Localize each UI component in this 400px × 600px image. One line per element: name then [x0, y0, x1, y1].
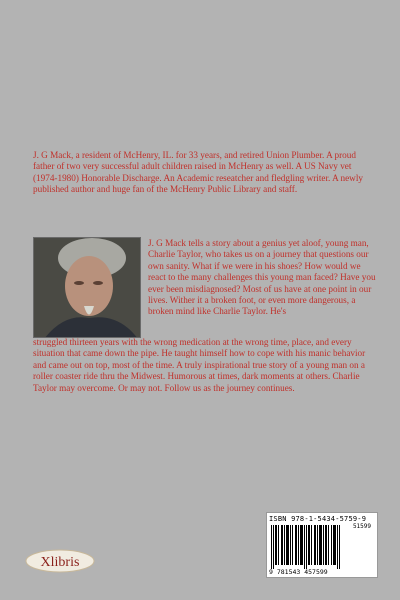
isbn-label: ISBN 978-1-5434-5759-9	[269, 515, 367, 523]
publisher-name: Xlibris	[40, 555, 80, 570]
barcode-number: 9 781543 457599	[269, 568, 328, 576]
book-blurb-top: J. G Mack tells a story about a genius yet aloof, young man, Charlie Taylor, who takes us on a journey that questions our own sanity. What if we were in his shoes? How would we react to the many challenges this young man faced? Have you ever been misdiagnosed? Most of us have at one point in our lives. Wither it a broken foot, or even more dangerous, a broken mind like Charlie Taylor. He's	[148, 238, 376, 317]
xlibris-logo	[24, 548, 96, 574]
author-photo	[33, 237, 141, 338]
author-bio: J. G Mack, a resident of McHenry, IL. for 33 years, and retired Union Plumber. A proud father of two very successful adult children raised in McHenry as well. A US Navy vet (1974-1980) Honorable Discharge. An Academic reseatcher and fledgling writer. A newly published author and huge fan of the McHenry Public Library and staff.	[33, 150, 363, 195]
isbn-barcode	[266, 512, 378, 578]
price-code: 51599	[352, 523, 371, 530]
barcode-icon	[271, 525, 343, 569]
book-blurb-bottom: struggled thirteen years with the wrong medication at the wrong time, place, and every situation that came down the pipe. He taught himself how to cope with his manic behavior and came out on top, most of the time. A truly inspirational true story of a young man on a roller coaster ride thru the Midwest. Humorous at times, dark moments at others. Charlie Taylor may overcome. Or may not. Follow us as the journey continues.	[33, 337, 366, 393]
